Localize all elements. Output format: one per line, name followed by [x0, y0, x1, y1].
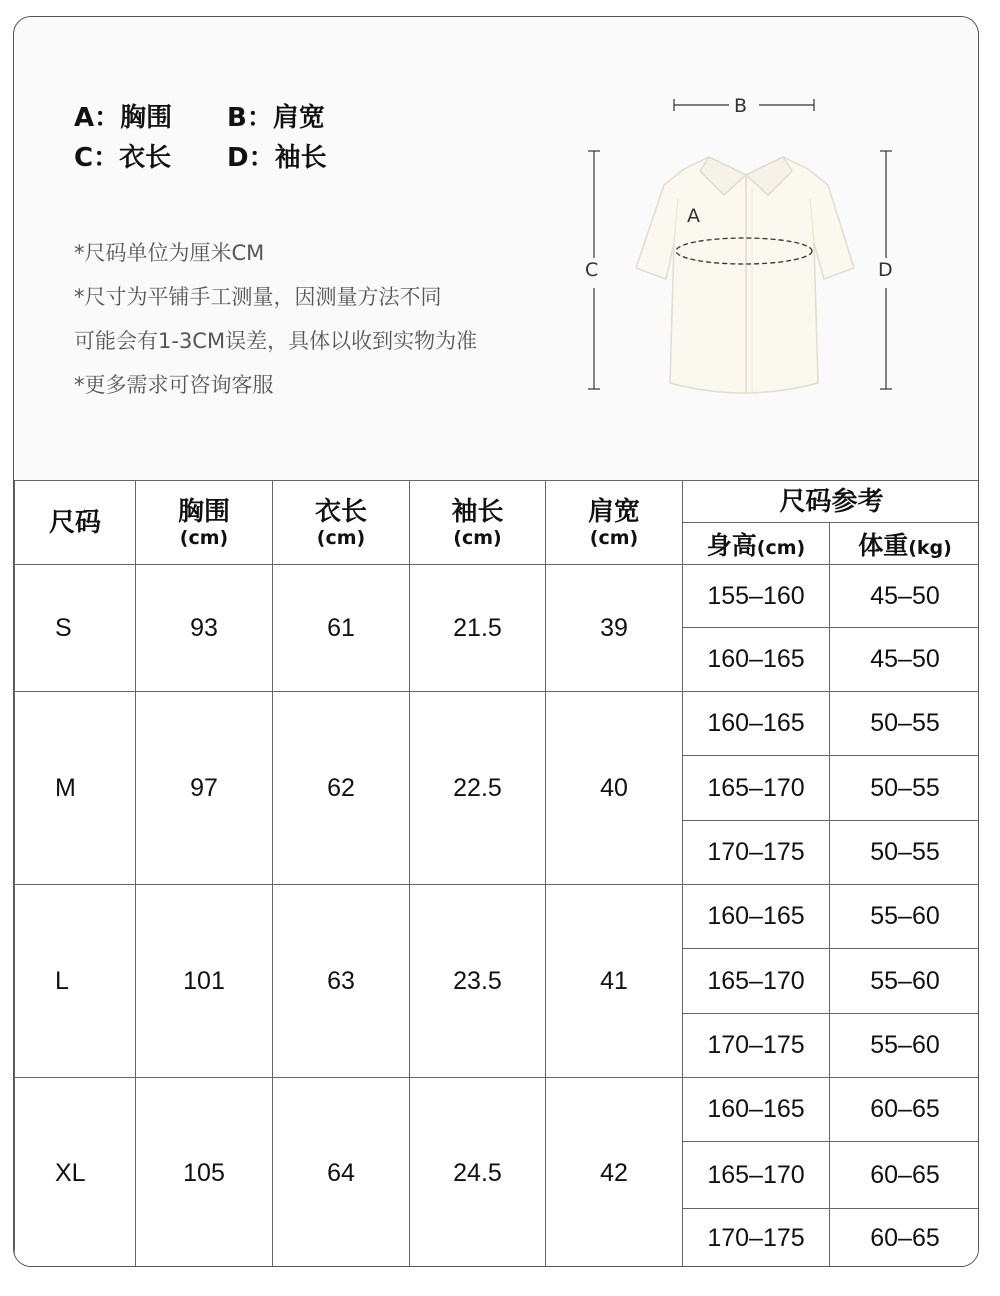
cell-shoulder: 39: [546, 565, 683, 692]
cell-ref-height: 160–165: [683, 885, 830, 949]
cell-ref-weight: 60–65: [830, 1078, 980, 1142]
cell-ref-weight: 50–55: [830, 692, 980, 756]
table-row: [15, 692, 980, 756]
cell-ref-height: 155–160: [683, 565, 830, 628]
cell-length: 63: [273, 885, 410, 1078]
table-row: [15, 885, 980, 949]
header-chest: 胸围 (cm): [136, 481, 273, 565]
size-table: [14, 480, 979, 1267]
cell-ref-weight: 45–50: [830, 628, 980, 692]
header-size: 尺码: [15, 481, 136, 565]
dim-label-c: C: [585, 259, 599, 281]
cell-ref-height: 170–175: [683, 1014, 830, 1078]
cell-ref-height: 160–165: [683, 1078, 830, 1142]
cell-chest: 101: [136, 885, 273, 1078]
cell-ref-height: 160–165: [683, 692, 830, 756]
cell-ref-height: 160–165: [683, 628, 830, 692]
shirt-diagram: [574, 93, 904, 413]
shirt-icon: [636, 157, 854, 393]
cell-ref-height: 165–170: [683, 1142, 830, 1209]
header-length: 衣长 (cm): [273, 481, 410, 565]
header-reference: 尺码参考: [683, 481, 980, 523]
cell-ref-weight: 60–65: [830, 1142, 980, 1209]
cell-sleeve: 24.5: [410, 1078, 546, 1268]
header-weight: 体重(kg): [830, 523, 980, 565]
dim-label-b: B: [734, 95, 748, 117]
cell-ref-weight: 55–60: [830, 885, 980, 949]
header-sleeve: 袖长 (cm): [410, 481, 546, 565]
cell-sleeve: 21.5: [410, 565, 546, 692]
cell-size: M: [15, 692, 136, 885]
table-row: [15, 1078, 980, 1142]
cell-ref-weight: 55–60: [830, 1014, 980, 1078]
cell-length: 61: [273, 565, 410, 692]
legend-length: C：衣长: [74, 143, 172, 173]
cell-ref-weight: 50–55: [830, 756, 980, 821]
size-chart-card: [13, 16, 979, 1267]
cell-sleeve: 22.5: [410, 692, 546, 885]
cell-ref-weight: 55–60: [830, 949, 980, 1014]
dim-label-a: A: [687, 205, 700, 227]
cell-length: 64: [273, 1078, 410, 1268]
legend-shoulder: B：肩宽: [227, 103, 325, 133]
cell-shoulder: 40: [546, 692, 683, 885]
cell-size: L: [15, 885, 136, 1078]
cell-chest: 105: [136, 1078, 273, 1268]
header-height: 身高(cm): [683, 523, 830, 565]
cell-sleeve: 23.5: [410, 885, 546, 1078]
cell-shoulder: 42: [546, 1078, 683, 1268]
cell-ref-weight: 45–50: [830, 565, 980, 628]
cell-chest: 93: [136, 565, 273, 692]
note-error: 可能会有1-3CM误差，具体以收到实物为准: [74, 329, 478, 353]
cell-shoulder: 41: [546, 885, 683, 1078]
cell-ref-weight: 60–65: [830, 1209, 980, 1268]
cell-size: S: [15, 565, 136, 692]
note-service: *更多需求可咨询客服: [74, 373, 274, 397]
note-measure: *尺寸为平铺手工测量，因测量方法不同: [74, 285, 442, 309]
legend-chest: A：胸围: [74, 103, 173, 133]
table-row: [15, 565, 980, 628]
cell-ref-height: 165–170: [683, 756, 830, 821]
cell-ref-height: 170–175: [683, 1209, 830, 1268]
header-shoulder: 肩宽 (cm): [546, 481, 683, 565]
legend-sleeve: D：袖长: [227, 143, 327, 173]
cell-size: XL: [15, 1078, 136, 1268]
cell-length: 62: [273, 692, 410, 885]
dim-label-d: D: [878, 259, 893, 281]
cell-chest: 97: [136, 692, 273, 885]
cell-ref-height: 165–170: [683, 949, 830, 1014]
note-unit: *尺码单位为厘米CM: [74, 241, 265, 265]
cell-ref-weight: 50–55: [830, 821, 980, 885]
cell-ref-height: 170–175: [683, 821, 830, 885]
